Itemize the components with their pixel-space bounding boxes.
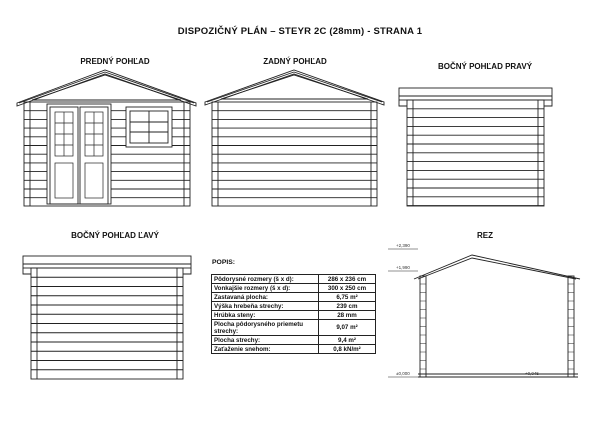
spec-label: Hrúbka steny: xyxy=(212,311,319,320)
spec-label: Plocha strechy: xyxy=(212,336,319,345)
spec-value: 28 mm xyxy=(319,311,376,320)
spec-value: 9,07 m² xyxy=(319,320,376,336)
description-heading: POPIS: xyxy=(212,259,236,266)
spec-row xyxy=(212,302,376,311)
spec-row xyxy=(212,284,376,293)
spec-row xyxy=(212,320,376,336)
right-side-view-drawing xyxy=(399,88,552,206)
section-view-drawing xyxy=(388,249,580,377)
spec-row xyxy=(212,311,376,320)
back-view-drawing xyxy=(205,70,384,206)
spec-row xyxy=(212,336,376,345)
left-side-view-label: BOČNÝ POHĽAD ĽAVÝ xyxy=(71,231,159,240)
spec-label: Pôdorysné rozmery (š x d): xyxy=(212,275,319,284)
eaves-height-mark: +1,990 xyxy=(396,265,410,270)
spec-label: Výška hrebeňa strechy: xyxy=(212,302,319,311)
spec-row xyxy=(212,345,376,354)
spec-value: 300 x 250 cm xyxy=(319,284,376,293)
section-view-label: REZ xyxy=(477,231,493,240)
front-view-label: PREDNÝ POHĽAD xyxy=(80,57,150,66)
front-view-drawing xyxy=(17,70,196,206)
spec-value: 286 x 236 cm xyxy=(319,275,376,284)
spec-label: Vonkajšie rozmery (š x d): xyxy=(212,284,319,293)
right-side-view-label: BOČNÝ POHĽAD PRAVÝ xyxy=(437,62,533,71)
spec-row xyxy=(212,293,376,302)
left-side-view-drawing xyxy=(23,256,191,379)
spec-value: 6,75 m² xyxy=(319,293,376,302)
spec-table xyxy=(211,274,376,354)
floor-level-mark: ±0,000 xyxy=(396,371,410,376)
spec-label: Plocha pôdorysného priemetu strechy: xyxy=(212,320,319,336)
spec-row xyxy=(212,275,376,284)
spec-label: Zastavaná plocha: xyxy=(212,293,319,302)
base-level-mark: +0,045 xyxy=(525,371,539,376)
page-title: DISPOZIČNÝ PLÁN – STEYR 2C (28mm) - STRANA 1 xyxy=(177,26,423,37)
spec-value: 9,4 m² xyxy=(319,336,376,345)
ridge-height-mark: +2,390 xyxy=(396,243,410,248)
spec-value: 239 cm xyxy=(319,302,376,311)
spec-value: 0,8 kN/m² xyxy=(319,345,376,354)
back-view-label: ZADNÝ POHĽAD xyxy=(263,57,327,66)
spec-label: Zaťaženie snehom: xyxy=(212,345,319,354)
